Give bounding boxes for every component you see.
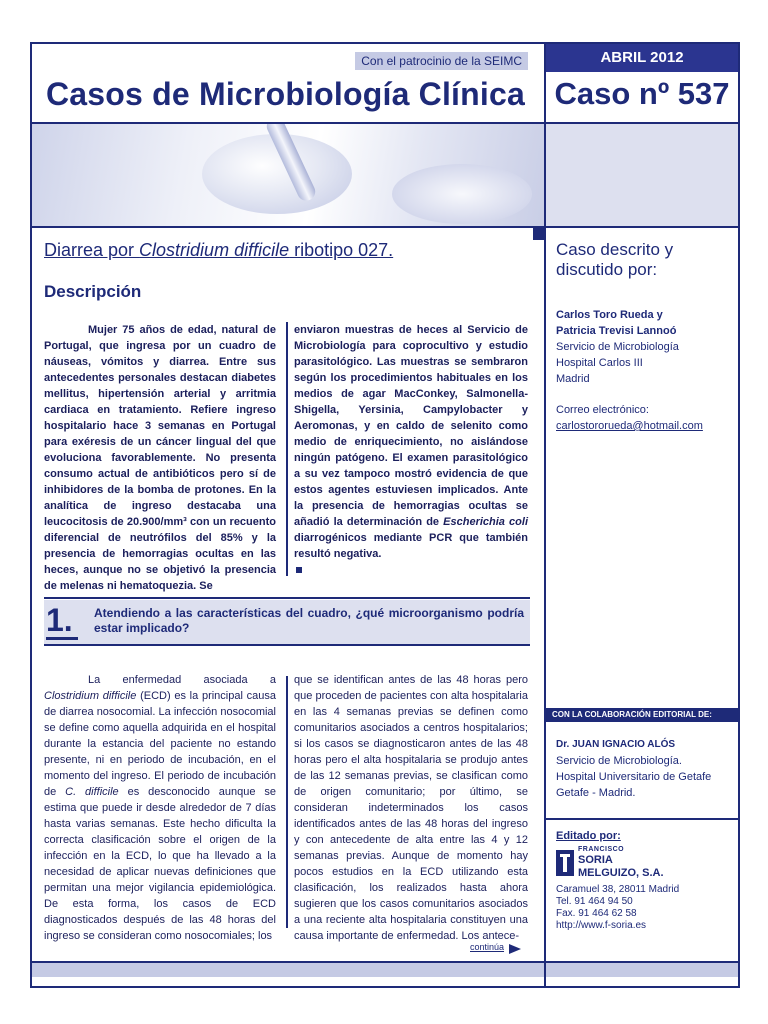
author-city: Madrid (556, 373, 590, 385)
collaborator-department: Servicio de Microbiología. (556, 755, 682, 767)
question-number: 1. (46, 600, 78, 640)
header (32, 44, 544, 123)
collaborator-city: Getafe - Madrid. (556, 787, 636, 799)
sidebar-rule (546, 818, 738, 820)
sidebar-divider (544, 228, 546, 988)
question-text: Atendiendo a las características del cuadro, ¿qué microorganismo podría estar implicado? (94, 606, 524, 635)
author-department: Servicio de Microbiología (556, 341, 679, 353)
answer-text: es desconocido aunque se estima que puede ir desde alrededor de 7 días hasta varias semanas. Este hecho dificulta la correcta clasificación sobre el origen de la infección en la ECD, lo que ha llevado a la necesidad de aplicar nuevas definiciones que permitan una mejor vigilancia epidemiológica. De esta forma, los casos de ECD diagnosticados después de las 48 horas del ingreso se consideran como nosocomiales; los (44, 786, 276, 942)
collaborator-hospital: Hospital Universitario de Getafe (556, 771, 712, 783)
description-column-2 (294, 322, 528, 578)
sidebar-marker (533, 228, 545, 240)
case-title (44, 240, 393, 261)
section-title: Descripción (44, 282, 142, 301)
collaborator-block (556, 737, 740, 801)
answer-text: (ECD) es la principal causa de diarrea nosocomial. La infección nosocomial se define como aquella adquirida en el hospital durante la estancia del paciente no estando presente, ni en periodo de incubación, en el momento del ingreso. El periodo de incubación de (44, 690, 276, 798)
header-image (32, 124, 544, 226)
question-rule (44, 597, 530, 599)
header-rule-bottom (32, 226, 738, 228)
end-mark-icon (296, 567, 302, 573)
description-text: enviaron muestras de heces al Servicio de Microbiología para coprocultivo y estudio parasitológico. Las muestras se sembraron según los procedimientos habituales en los medios de agar MacConkey, Salmonella-Shigella, Yersinia, Campylobacter y Aeromonas, y en caldo de selenito como medio de enriquecimiento, no aislándose ningún patógeno. El examen parasitológico a su vez tampoco mostró evidencia de que estos agentes estuviesen implicados. Ante la presencia de hemorragias ocultas se añadió la determinación de (294, 324, 528, 528)
answer-organism: C. difficile (65, 786, 119, 798)
logo-text: MELGUIZO, S.A. (578, 867, 664, 879)
petri-dish-shape (392, 164, 532, 224)
email-link[interactable]: carlostororueda@hotmail.com (556, 420, 703, 432)
publisher-tel: Tel. 91 464 94 50 (556, 896, 633, 907)
case-number: Caso nº 537 (554, 76, 730, 111)
description-text: diarrogénicos mediante PCR que también resultó negativa. (294, 532, 528, 560)
question-rule (44, 644, 530, 646)
column-divider (286, 322, 288, 576)
column-divider (286, 676, 288, 928)
case-title-text: Diarrea por (44, 240, 140, 260)
arrow-right-icon[interactable] (509, 944, 521, 954)
description-column-1: Mujer 75 años de edad, natural de Portugal, que ingresa por un cuadro de náuseas, vómitos y diarrea. Entre sus antecedentes personales destacan diabetes mellitus, hipertensión arterial y arritmia cardiaca en tratamiento. Refiere ingreso hospitalario hace 3 semanas en Portugal para exéresis de un cáncer lingual del que evoluciona favorablemente. No presenta consumo actual de antibióticos pero sí de inhibidores de la bomba de protones. En la analítica de ingreso destacaba una leucocitosis de 20.900/mm³ con un recuento diferencial de neutrófilos del 85% y la presencia de hemorragias ocultas en las heces, aunque no se objetivó la presencia de melenas ni hematoquezia. Se (44, 324, 276, 592)
publisher-fax: Fax. 91 464 62 58 (556, 908, 637, 919)
description-organism: Escherichia coli (443, 516, 529, 528)
author-name: Patricia Trevisi Lannoó (556, 325, 677, 337)
publisher-logo-icon (556, 850, 574, 876)
header-side-panel (546, 124, 738, 226)
publisher-contact (556, 884, 740, 932)
footer-band (32, 963, 544, 977)
collaboration-bar: CON LA COLABORACIÓN EDITORIAL DE: (546, 708, 738, 722)
author-name: Carlos Toro Rueda y (556, 309, 663, 321)
answer-column-1 (44, 672, 276, 944)
collaborator-name: Dr. JUAN IGNACIO ALÓS (556, 739, 676, 750)
sidebar-heading: Caso descrito y discutido por: (556, 240, 674, 279)
author-hospital: Hospital Carlos III (556, 357, 643, 369)
answer-organism: Clostridium difficile (44, 690, 137, 702)
footer-band (546, 963, 738, 977)
continue-link[interactable]: continúa (470, 942, 505, 952)
issue-month: ABRIL 2012 (546, 44, 738, 72)
edited-by-label: Editado por: (556, 830, 621, 842)
publisher-logo (556, 846, 686, 880)
publisher-website[interactable]: http://www.f-soria.es (556, 920, 647, 931)
email-label: Correo electrónico: (556, 404, 649, 416)
logo-text: SORIA (578, 854, 613, 866)
answer-column-2: que se identifican antes de las 48 horas pero que proceden de pacientes con alta hospitalaria en las 4 semanas previas se definen como comunitarios asociados a centros hospitalarios; si los casos se diagnosticaron antes de las 48 horas pero el alta hospitalaria se produjo antes de las 12 semanas previas, se clasifican como de origen comunitario; por último, se consideran indeterminados los casos identificados antes de las 48 horas del ingreso y con antecedente de alta entre las 4 y 12 semanas previas. Aunque de momento hay pocos estudios en la ECD utilizando esta clasificación, los realizados hasta ahora sugieren que los casos comunitarios asociados a una reciente alta hospitalaria constituyen una causa importante de enfermedad. Los antece- (294, 674, 528, 942)
author-block (556, 307, 740, 434)
case-title-text: ribotipo 027. (289, 240, 394, 260)
sponsor-label: Con el patrocinio de la SEIMC (355, 52, 528, 70)
logo-text: FRANCISCO (578, 846, 625, 853)
answer-text: La enfermedad asociada a (88, 674, 276, 686)
page-title: Casos de Microbiología Clínica (46, 76, 525, 112)
publisher-address: Caramuel 38, 28011 Madrid (556, 884, 680, 895)
case-title-organism: Clostridium difficile (139, 240, 290, 260)
